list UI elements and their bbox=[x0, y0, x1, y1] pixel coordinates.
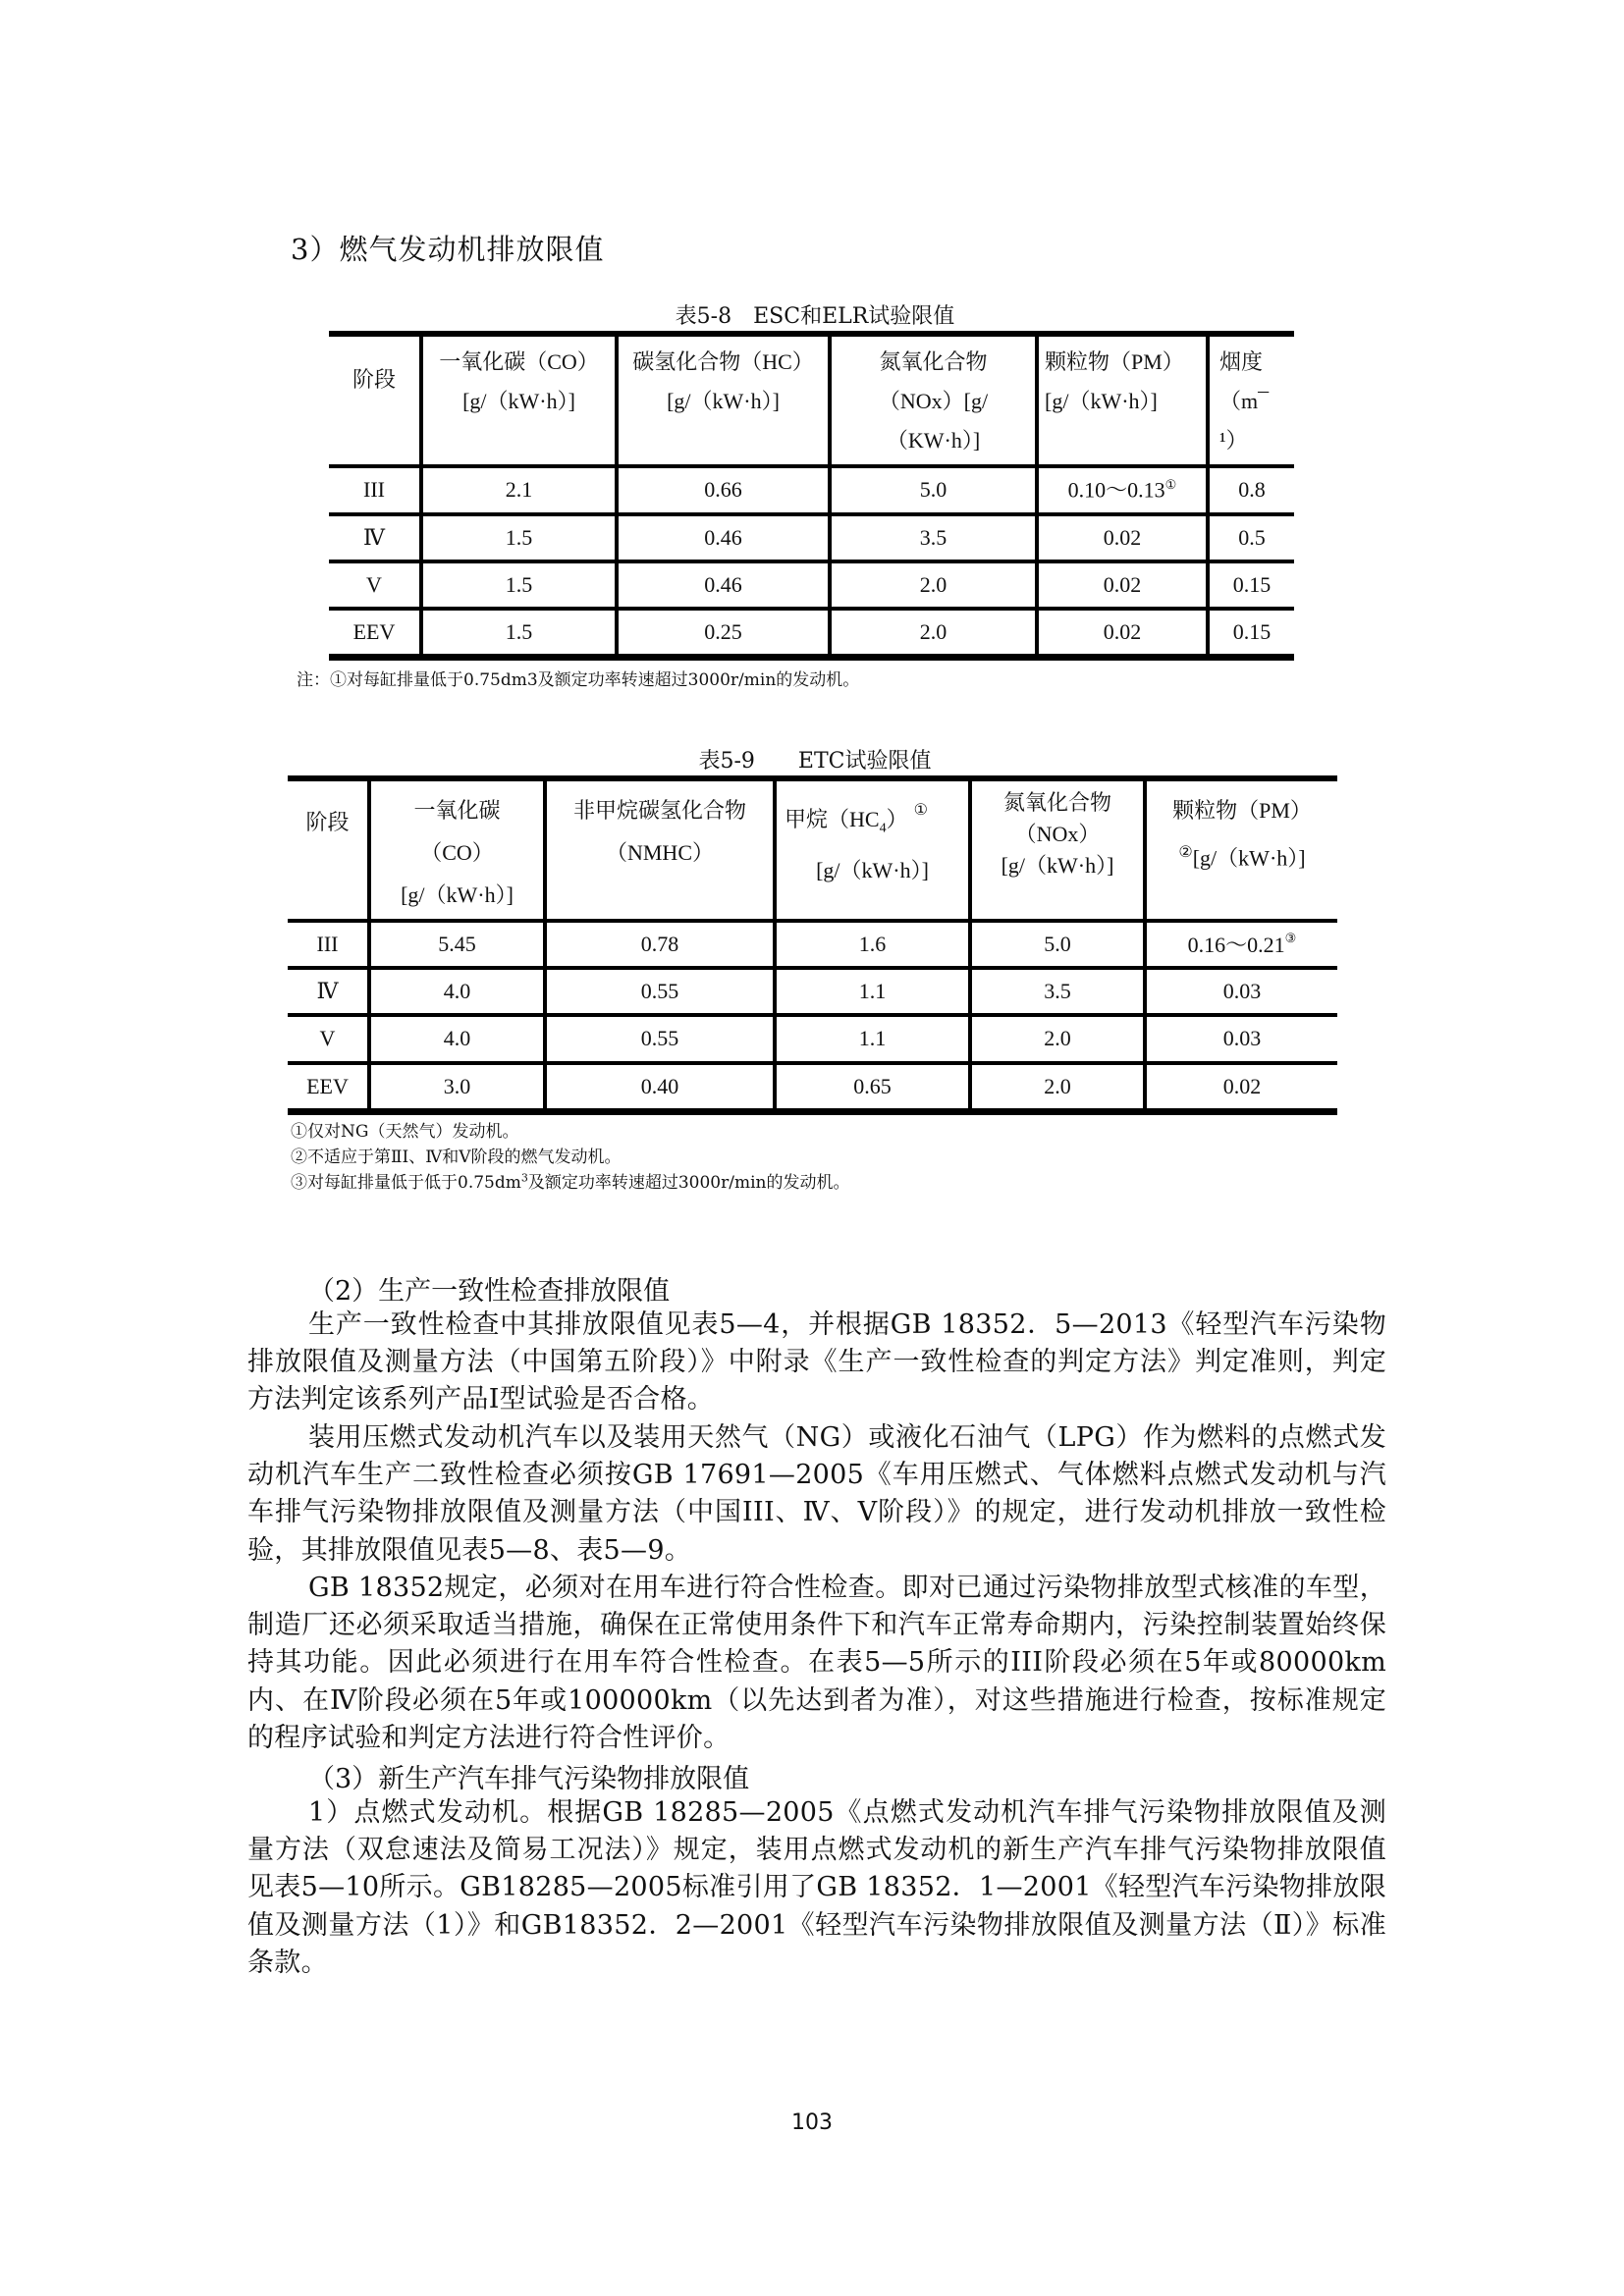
table2-header-co: 一氧化碳 （CO） [g/（kW·h）] bbox=[369, 778, 545, 921]
table2-cell: 1.1 bbox=[775, 968, 970, 1015]
table1-cell: 0.02 bbox=[1037, 514, 1208, 561]
table1-cell: III bbox=[329, 466, 421, 514]
table2-cell: 0.16～0.21③ bbox=[1145, 921, 1337, 968]
table2-cell: 0.40 bbox=[545, 1063, 775, 1111]
table2-header-nmhc: 非甲烷碳氢化合物 （NMHC） bbox=[545, 778, 775, 921]
table1-cell: 0.8 bbox=[1208, 466, 1294, 514]
table2-header-row bbox=[288, 778, 1337, 921]
table1-cell: 0.25 bbox=[617, 609, 830, 657]
table2-header-stage: 阶段 bbox=[288, 778, 369, 921]
table2-cell: 2.0 bbox=[970, 1015, 1145, 1063]
table2-cell: 0.03 bbox=[1145, 1015, 1337, 1063]
table1-cell: 2.1 bbox=[421, 466, 617, 514]
table2-row bbox=[288, 1063, 1337, 1111]
paragraph-1: 生产一致性检查中其排放限值见表5—4，并根据GB 18352．5—2013《轻型汽车污染物排放限值及测量方法（中国第五阶段）》中附录《生产一致性检查的判定方法》判定准则，判定方法判定该系列产品I型试验是否合格。 bbox=[247, 1309, 1386, 1415]
table2-cell: 5.45 bbox=[369, 921, 545, 968]
table2-header-nox: 氮氧化合物 （NOx） [g/（kW·h）] bbox=[970, 778, 1145, 921]
table2-header-ch4: 甲烷$(HC_4)$ ① [g/（kW·h）] bbox=[775, 778, 970, 921]
table2-cell: 4.0 bbox=[369, 968, 545, 1015]
table1-cell: V bbox=[329, 561, 421, 609]
table1-header-pm: 颗粒物（PM） [g/（kW·h）] bbox=[1037, 334, 1208, 466]
table1-header-nox: 氮氧化合物 （NOx）[g/ （KW·h）] bbox=[830, 334, 1037, 466]
subsection-2-heading: （2）生产一致性检查排放限值 bbox=[308, 1276, 671, 1307]
table2-cell: 0.02 bbox=[1145, 1063, 1337, 1111]
table1-caption: 表5-8 ESC和ELR试验限值 bbox=[675, 304, 955, 329]
table2-header-pm: 颗粒物（PM） ②[g/（kW·h）] bbox=[1145, 778, 1337, 921]
table2-row bbox=[288, 1015, 1337, 1063]
table1-header-co: 一氧化碳（CO） [g/（kW·h）] bbox=[421, 334, 617, 466]
table1 bbox=[329, 331, 1294, 661]
table2-cell: 3.5 bbox=[970, 968, 1145, 1015]
table2-cell: 0.78 bbox=[545, 921, 775, 968]
table1-cell: 0.66 bbox=[617, 466, 830, 514]
table1-cell: 0.15 bbox=[1208, 561, 1294, 609]
table1-row bbox=[329, 609, 1294, 657]
table2-cell: 0.55 bbox=[545, 1015, 775, 1063]
table1-header-hc: 碳氢化合物（HC） [g/（kW·h）] bbox=[617, 334, 830, 466]
table1-row bbox=[329, 466, 1294, 514]
table1-cell: 0.10～0.13① bbox=[1037, 466, 1208, 514]
table2-cell: 0.55 bbox=[545, 968, 775, 1015]
table2-row bbox=[288, 921, 1337, 968]
table2-cell: 5.0 bbox=[970, 921, 1145, 968]
table2-cell: III bbox=[288, 921, 369, 968]
table2-note-1: ①仅对NG（天然气）发动机。 bbox=[291, 1122, 519, 1142]
table1-cell: 2.0 bbox=[830, 609, 1037, 657]
table2 bbox=[288, 775, 1337, 1115]
table2-caption: 表5-9 ETC试验限值 bbox=[698, 749, 932, 774]
table2-cell: 3.0 bbox=[369, 1063, 545, 1111]
table1-cell: 1.5 bbox=[421, 609, 617, 657]
section-heading: 3）燃气发动机排放限值 bbox=[291, 233, 605, 266]
page-number: 103 bbox=[791, 2110, 833, 2135]
table1-header-stage: 阶段 bbox=[329, 334, 421, 466]
table1-cell: EEV bbox=[329, 609, 421, 657]
table1-cell: 0.15 bbox=[1208, 609, 1294, 657]
table2-cell: 2.0 bbox=[970, 1063, 1145, 1111]
table2-note-3: ③对每缸排量低于低于$0.75dm^3$及额定功率转速超过3000r/min的发动机。 bbox=[291, 1171, 850, 1193]
paragraph-2: 装用压燃式发动机汽车以及装用天然气（NG）或液化石油气（LPG）作为燃料的点燃式发动机汽车生产二致性检查必须按GB 17691—2005《车用压燃式、气体燃料点燃式发动机与汽车排气污染物排放限值及测量方法（中国III、Ⅳ、V阶段）》的规定，进行发动机排放一致性检验，其排放限值见表5—8、表5—9。 bbox=[247, 1422, 1386, 1566]
table1-note: 注：①对每缸排量低于0.75dm3及额定功率转速超过3000r/min的发动机。 bbox=[297, 670, 860, 690]
subsection-3-heading: （3）新生产汽车排气污染物排放限值 bbox=[308, 1764, 750, 1794]
table1-cell: 0.46 bbox=[617, 561, 830, 609]
table1-cell: 5.0 bbox=[830, 466, 1037, 514]
table1-cell: 1.5 bbox=[421, 561, 617, 609]
table1-cell: 1.5 bbox=[421, 514, 617, 561]
table1-cell: 0.02 bbox=[1037, 609, 1208, 657]
table2-row bbox=[288, 968, 1337, 1015]
table2-cell: 4.0 bbox=[369, 1015, 545, 1063]
table2-cell: 0.65 bbox=[775, 1063, 970, 1111]
paragraph-4: 1）点燃式发动机。根据GB 18285—2005《点燃式发动机汽车排气污染物排放限值及测量方法（双怠速法及简易工况法）》规定，装用点燃式发动机的新生产汽车排气污染物排放限值见表5—10所示。GB18285—2005标准引用了GB 18352．1—2001《轻型汽车污染物排放限值及测量方法（1）》和GB18352．2—2001《轻型汽车污染物排放限值及测量方法（Ⅱ）》标准条款。 bbox=[247, 1797, 1386, 1978]
table1-cell: Ⅳ bbox=[329, 514, 421, 561]
table1-cell: 2.0 bbox=[830, 561, 1037, 609]
paragraph-3: GB 18352规定，必须对在用车进行符合性检查。即对已通过污染物排放型式核准的车型，制造厂还必须采取适当措施，确保在正常使用条件下和汽车正常寿命期内，污染控制装置始终保持其功能。因此必须进行在用车符合性检查。在表5—5所示的III阶段必须在5年或80000km内、在Ⅳ阶段必须在5年或100000km（以先达到者为准），对这些措施进行检查，按标准规定的程序试验和判定方法进行符合性评价。 bbox=[247, 1573, 1386, 1753]
table1-header-smoke: 烟度 （m¯ ¹） bbox=[1208, 334, 1294, 466]
table2-cell: Ⅳ bbox=[288, 968, 369, 1015]
table1-cell: 0.46 bbox=[617, 514, 830, 561]
table2-cell: V bbox=[288, 1015, 369, 1063]
table1-cell: 3.5 bbox=[830, 514, 1037, 561]
table2-cell: 1.1 bbox=[775, 1015, 970, 1063]
table2-cell: 0.03 bbox=[1145, 968, 1337, 1015]
table1-cell: 0.5 bbox=[1208, 514, 1294, 561]
table2-cell: 1.6 bbox=[775, 921, 970, 968]
table2-cell: EEV bbox=[288, 1063, 369, 1111]
table1-cell: 0.02 bbox=[1037, 561, 1208, 609]
table1-row bbox=[329, 514, 1294, 561]
table2-note-2: ②不适应于第ⅡI、Ⅳ和V阶段的燃气发动机。 bbox=[291, 1148, 622, 1167]
table1-row bbox=[329, 561, 1294, 609]
table1-header-row bbox=[329, 334, 1294, 466]
